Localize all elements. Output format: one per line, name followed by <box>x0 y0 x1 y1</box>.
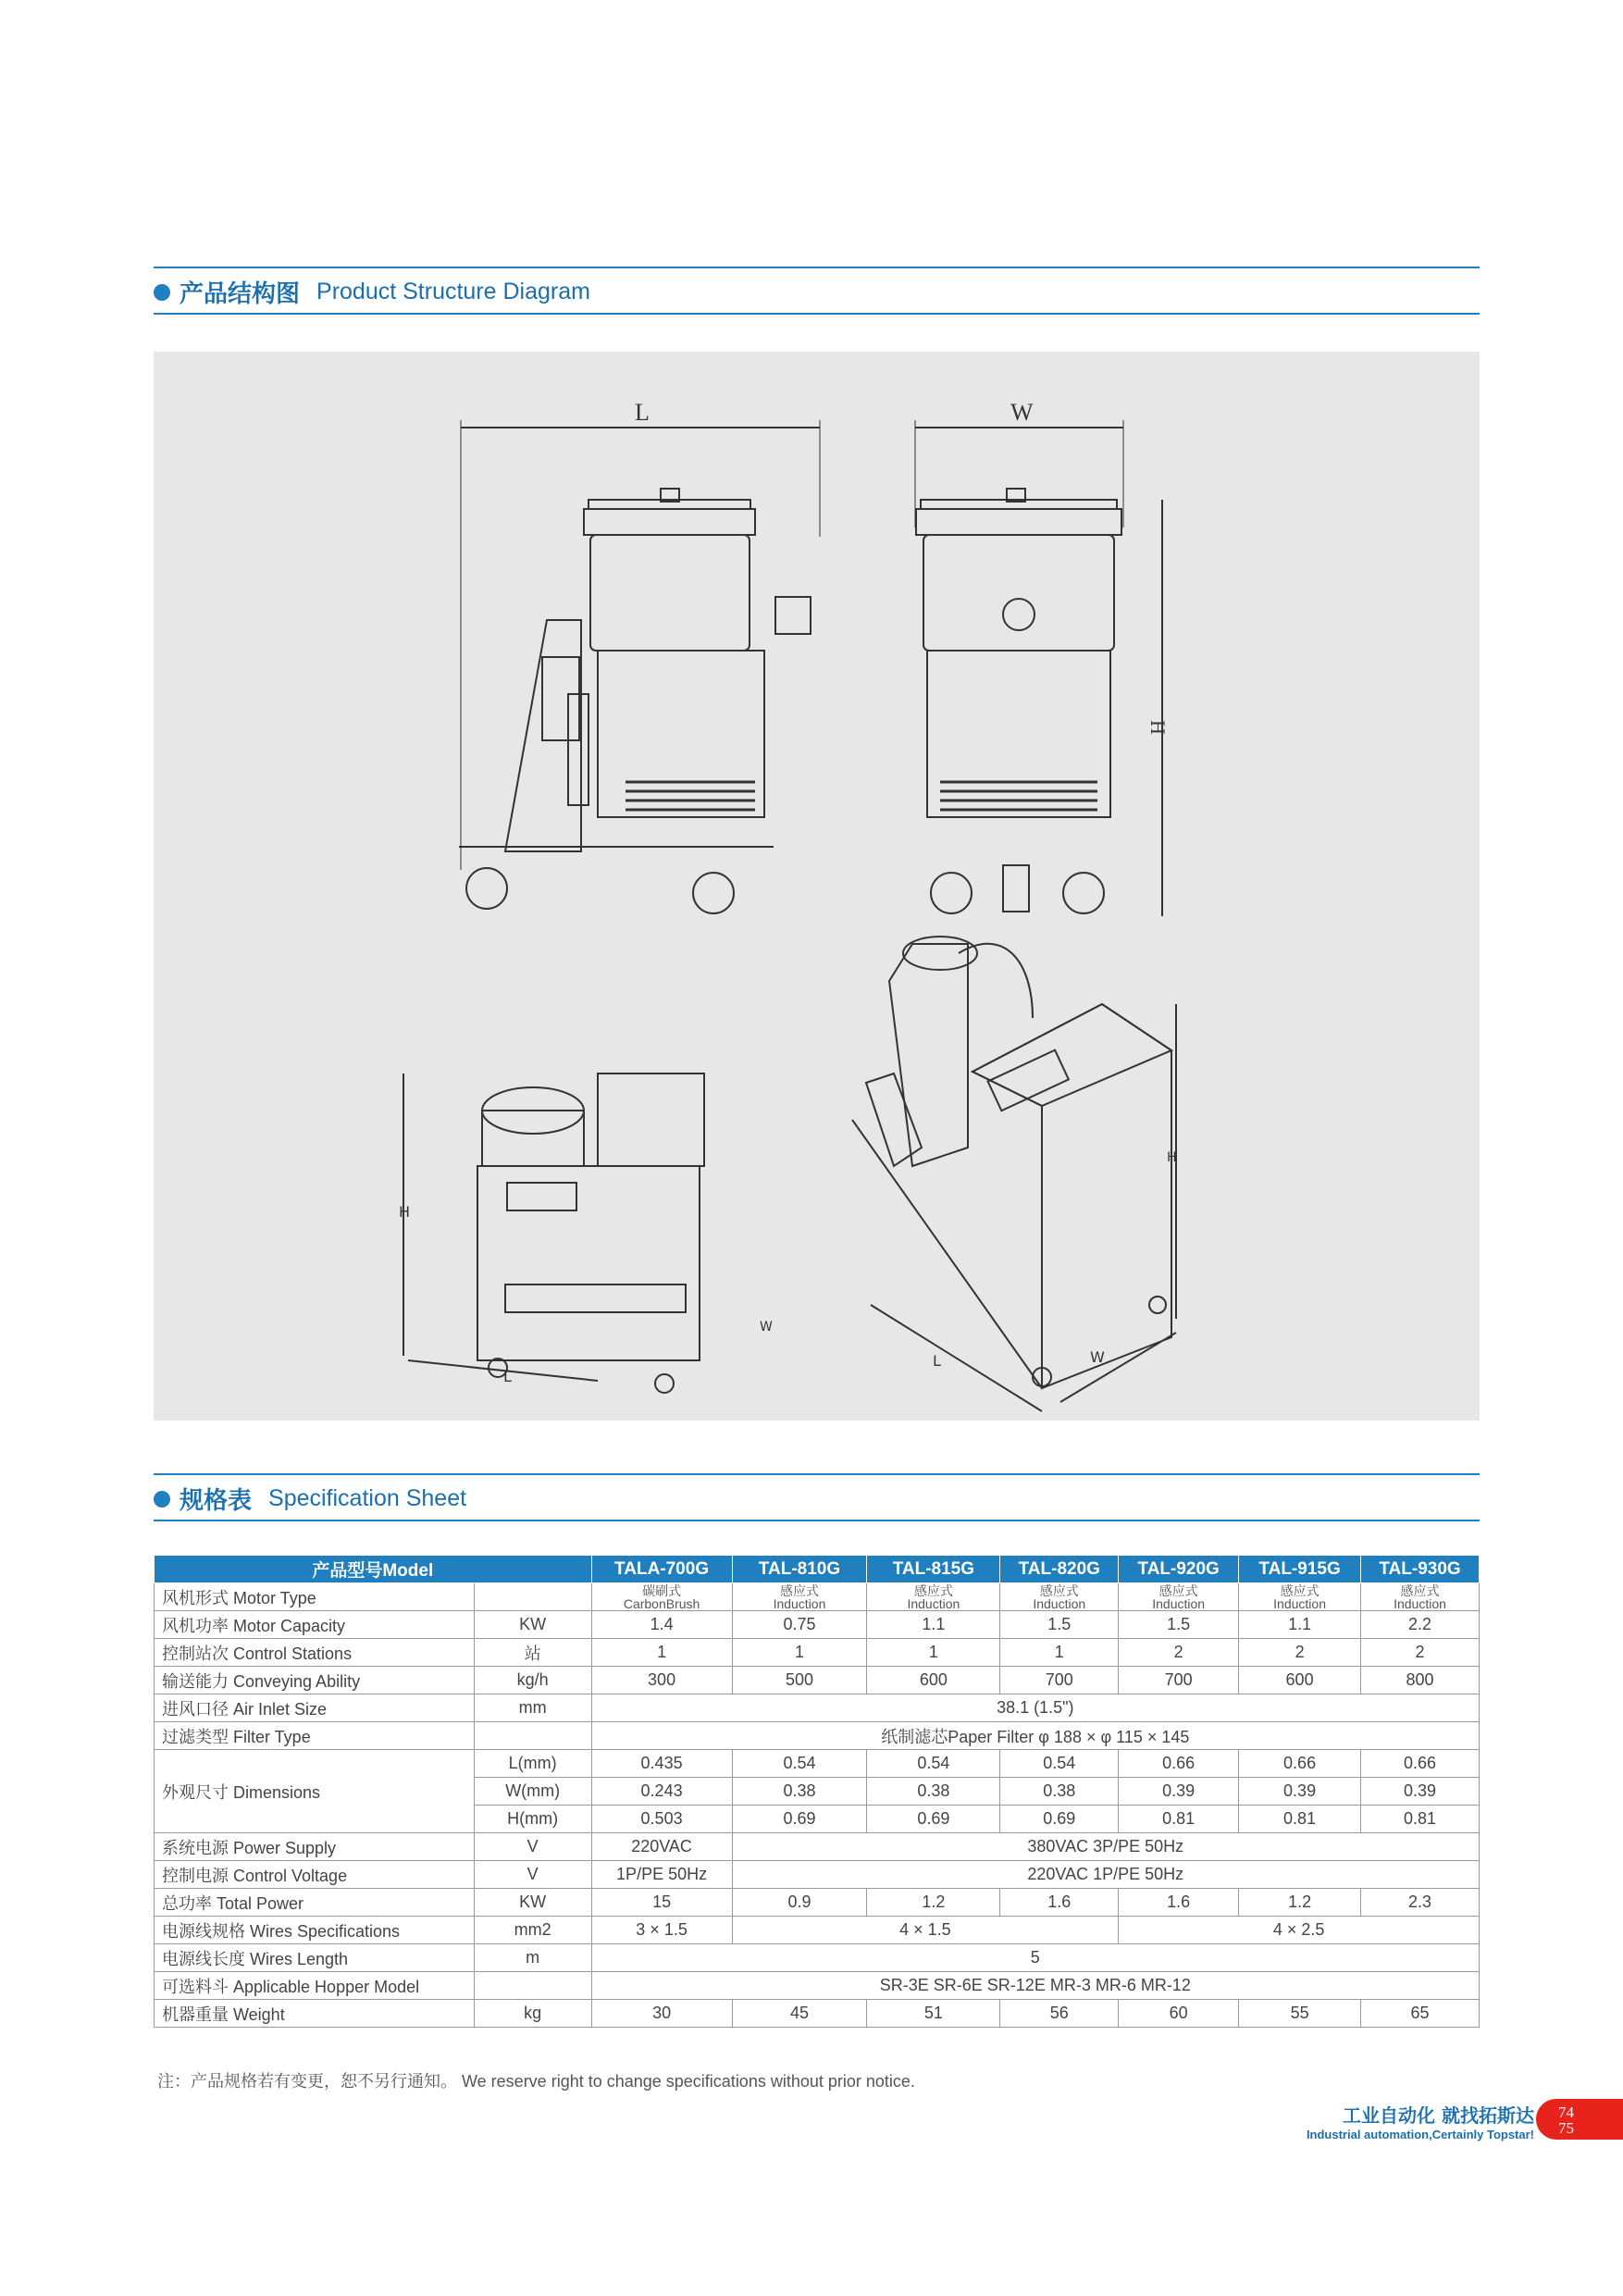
table-cell: 2 <box>1239 1639 1361 1667</box>
row-label: 进风口径 Air Inlet Size <box>155 1694 475 1722</box>
table-cell: 0.66 <box>1361 1750 1480 1778</box>
table-row <box>155 1889 1480 1917</box>
table-cell: 0.69 <box>867 1806 1000 1833</box>
table-cell: 1.4 <box>591 1611 732 1639</box>
unit-cell: H(mm) <box>474 1806 591 1833</box>
table-cell: 1P/PE 50Hz <box>591 1861 732 1889</box>
perspective-view-small-drawing <box>399 1074 773 1393</box>
row-label: 电源线长度 Wires Length <box>155 1944 475 1972</box>
table-cell: 1.2 <box>867 1889 1000 1917</box>
footer-slogan-zh: 工业自动化 就找拓斯达 <box>1343 2104 1534 2127</box>
table-cell: 1.1 <box>867 1611 1000 1639</box>
table-cell: 0.39 <box>1119 1778 1239 1806</box>
row-label: 总功率 Total Power <box>155 1889 475 1917</box>
unit-cell: V <box>474 1861 591 1889</box>
header-model: TAL-930G <box>1361 1556 1480 1583</box>
spec-table <box>154 1555 1480 2028</box>
unit-cell <box>474 1722 591 1750</box>
table-cell: 1.6 <box>1119 1889 1239 1917</box>
table-row <box>155 1944 1480 1972</box>
table-cell: 4 × 1.5 <box>732 1917 1119 1944</box>
table-cell: 感应式 Induction <box>1119 1583 1239 1611</box>
table-cell: 380VAC 3P/PE 50Hz <box>732 1833 1479 1861</box>
table-cell: 300 <box>591 1667 732 1694</box>
table-cell: 0.81 <box>1239 1806 1361 1833</box>
unit-cell: kg <box>474 2000 591 2028</box>
section-rule <box>154 1473 1480 1475</box>
table-cell: 45 <box>732 2000 867 2028</box>
unit-cell: 站 <box>474 1639 591 1667</box>
header-model: TALA-700G <box>591 1556 732 1583</box>
table-cell: 60 <box>1119 2000 1239 2028</box>
table-cell: 0.69 <box>1000 1806 1119 1833</box>
table-cell: 0.243 <box>591 1778 732 1806</box>
section-rule <box>154 313 1480 315</box>
row-label: 风机功率 Motor Capacity <box>155 1611 475 1639</box>
table-row <box>155 1639 1480 1667</box>
table-cell: 56 <box>1000 2000 1119 2028</box>
table-cell: 1.6 <box>1000 1889 1119 1917</box>
table-cell: 感应式 Induction <box>1239 1583 1361 1611</box>
dimension-label-H-front: H <box>1146 720 1170 735</box>
table-cell: 15 <box>591 1889 732 1917</box>
table-row <box>155 1722 1480 1750</box>
table-cell: 2 <box>1361 1639 1480 1667</box>
section-title-zh: 产品结构图 <box>180 280 301 308</box>
top-rule <box>154 267 1480 268</box>
row-label: 风机形式 Motor Type <box>155 1583 475 1611</box>
table-cell: 0.38 <box>732 1778 867 1806</box>
table-row <box>155 1611 1480 1639</box>
table-cell: 38.1 (1.5") <box>591 1694 1479 1722</box>
header-model: TAL-820G <box>1000 1556 1119 1583</box>
table-cell: 600 <box>867 1667 1000 1694</box>
table-cell: 1 <box>732 1639 867 1667</box>
row-label: 控制电源 Control Voltage <box>155 1861 475 1889</box>
section-title-en: Specification Sheet <box>268 1485 467 1511</box>
table-cell: 51 <box>867 2000 1000 2028</box>
table-header-row <box>155 1556 1480 1583</box>
section-title-structure <box>154 275 590 309</box>
unit-cell: KW <box>474 1889 591 1917</box>
table-row <box>155 1972 1480 2000</box>
table-cell: 5 <box>591 1944 1479 1972</box>
table-cell: 55 <box>1239 2000 1361 2028</box>
table-cell: 1 <box>1000 1639 1119 1667</box>
row-label: 控制站次 Control Stations <box>155 1639 475 1667</box>
table-cell: 碳刷式 CarbonBrush <box>591 1583 732 1611</box>
table-row <box>155 1667 1480 1694</box>
table-cell: 0.66 <box>1119 1750 1239 1778</box>
table-cell: 感应式 Induction <box>1361 1583 1480 1611</box>
table-row <box>155 2000 1480 2028</box>
table-cell: 220VAC <box>591 1833 732 1861</box>
dimension-label-H-large: H <box>1167 1150 1177 1165</box>
table-cell: 0.39 <box>1361 1778 1480 1806</box>
section-title-zh: 规格表 <box>180 1487 253 1515</box>
header-model: TAL-815G <box>867 1556 1000 1583</box>
table-cell: 800 <box>1361 1667 1480 1694</box>
table-cell: 1.5 <box>1119 1611 1239 1639</box>
table-cell: 0.38 <box>867 1778 1000 1806</box>
front-view-drawing <box>915 399 1170 916</box>
table-cell: 2 <box>1119 1639 1239 1667</box>
unit-cell: mm2 <box>474 1917 591 1944</box>
header-model: TAL-920G <box>1119 1556 1239 1583</box>
section-title-spec <box>154 1482 466 1516</box>
table-cell: 500 <box>732 1667 867 1694</box>
unit-cell: KW <box>474 1611 591 1639</box>
row-label: 机器重量 Weight <box>155 2000 475 2028</box>
table-cell: 1 <box>591 1639 732 1667</box>
row-label: 过滤类型 Filter Type <box>155 1722 475 1750</box>
table-cell: 1.1 <box>1239 1611 1361 1639</box>
table-cell: 1.5 <box>1000 1611 1119 1639</box>
table-cell: 700 <box>1119 1667 1239 1694</box>
section-rule <box>154 1520 1480 1521</box>
table-cell: 0.9 <box>732 1889 867 1917</box>
table-cell: SR-3E SR-6E SR-12E MR-3 MR-6 MR-12 <box>591 1972 1479 2000</box>
table-cell: 0.54 <box>1000 1750 1119 1778</box>
row-label: 外观尺寸 Dimensions <box>155 1750 475 1833</box>
table-cell: 3 × 1.5 <box>591 1917 732 1944</box>
table-cell: 0.435 <box>591 1750 732 1778</box>
table-cell: 0.503 <box>591 1806 732 1833</box>
page-number-top: 74 <box>1558 2104 1574 2121</box>
section-title-en: Product Structure Diagram <box>316 279 590 304</box>
dimension-label-L: L <box>635 399 650 426</box>
side-view-drawing <box>459 399 820 913</box>
footer-slogan-en: Industrial automation,Certainly Topstar! <box>1306 2128 1534 2141</box>
table-cell: 感应式 Induction <box>867 1583 1000 1611</box>
dimension-label-W-small: W <box>760 1320 773 1334</box>
row-label: 系统电源 Power Supply <box>155 1833 475 1861</box>
row-label: 可选料斗 Applicable Hopper Model <box>155 1972 475 2000</box>
table-cell: 感应式 Induction <box>1000 1583 1119 1611</box>
table-row <box>155 1917 1480 1944</box>
table-cell: 0.54 <box>732 1750 867 1778</box>
table-cell: 0.75 <box>732 1611 867 1639</box>
bullet-icon <box>154 1491 170 1508</box>
table-cell: 0.66 <box>1239 1750 1361 1778</box>
table-cell: 0.69 <box>732 1806 867 1833</box>
header-model: TAL-810G <box>732 1556 867 1583</box>
dimension-label-L-large: L <box>933 1352 941 1370</box>
table-cell: 2.2 <box>1361 1611 1480 1639</box>
table-cell: 感应式 Induction <box>732 1583 867 1611</box>
dimension-label-H-small: H <box>399 1203 411 1221</box>
table-cell: 30 <box>591 2000 732 2028</box>
table-cell: 4 × 2.5 <box>1119 1917 1480 1944</box>
unit-cell: W(mm) <box>474 1778 591 1806</box>
disclaimer-note: 注：产品规格若有变更，恕不另行通知。 We reserve right to change specifications without prior notice. <box>157 2072 915 2091</box>
unit-cell: m <box>474 1944 591 1972</box>
product-structure-diagram <box>154 352 1480 1421</box>
table-cell: 220VAC 1P/PE 50Hz <box>732 1861 1479 1889</box>
table-cell: 600 <box>1239 1667 1361 1694</box>
bullet-icon <box>154 284 170 301</box>
dimension-label-W-large: W <box>1090 1348 1105 1366</box>
table-cell: 1.2 <box>1239 1889 1361 1917</box>
table-cell: 65 <box>1361 2000 1480 2028</box>
table-row <box>155 1750 1480 1778</box>
unit-cell: L(mm) <box>474 1750 591 1778</box>
table-cell: 2.3 <box>1361 1889 1480 1917</box>
perspective-view-large-drawing <box>852 937 1177 1411</box>
table-row <box>155 1694 1480 1722</box>
table-row <box>155 1583 1480 1611</box>
table-row <box>155 1861 1480 1889</box>
table-cell: 纸制滤芯Paper Filter φ 188 × φ 115 × 145 <box>591 1722 1479 1750</box>
dimension-label-W: W <box>1010 399 1034 426</box>
table-cell: 0.38 <box>1000 1778 1119 1806</box>
table-cell: 0.54 <box>867 1750 1000 1778</box>
page-number-badge <box>1536 2099 1623 2140</box>
table-cell: 700 <box>1000 1667 1119 1694</box>
unit-cell: mm <box>474 1694 591 1722</box>
row-label: 输送能力 Conveying Ability <box>155 1667 475 1694</box>
header-model: TAL-915G <box>1239 1556 1361 1583</box>
row-label: 电源线规格 Wires Specifications <box>155 1917 475 1944</box>
header-model-label: 产品型号Model <box>155 1556 592 1583</box>
page-number-bottom: 75 <box>1558 2119 1574 2137</box>
table-cell: 0.81 <box>1361 1806 1480 1833</box>
footer-slogan <box>1307 2101 1534 2141</box>
unit-cell: kg/h <box>474 1667 591 1694</box>
table-cell: 0.81 <box>1119 1806 1239 1833</box>
unit-cell <box>474 1972 591 2000</box>
unit-cell: V <box>474 1833 591 1861</box>
dimension-label-L-small: L <box>503 1368 512 1385</box>
table-cell: 0.39 <box>1239 1778 1361 1806</box>
table-row <box>155 1833 1480 1861</box>
table-cell: 1 <box>867 1639 1000 1667</box>
unit-cell <box>474 1583 591 1611</box>
